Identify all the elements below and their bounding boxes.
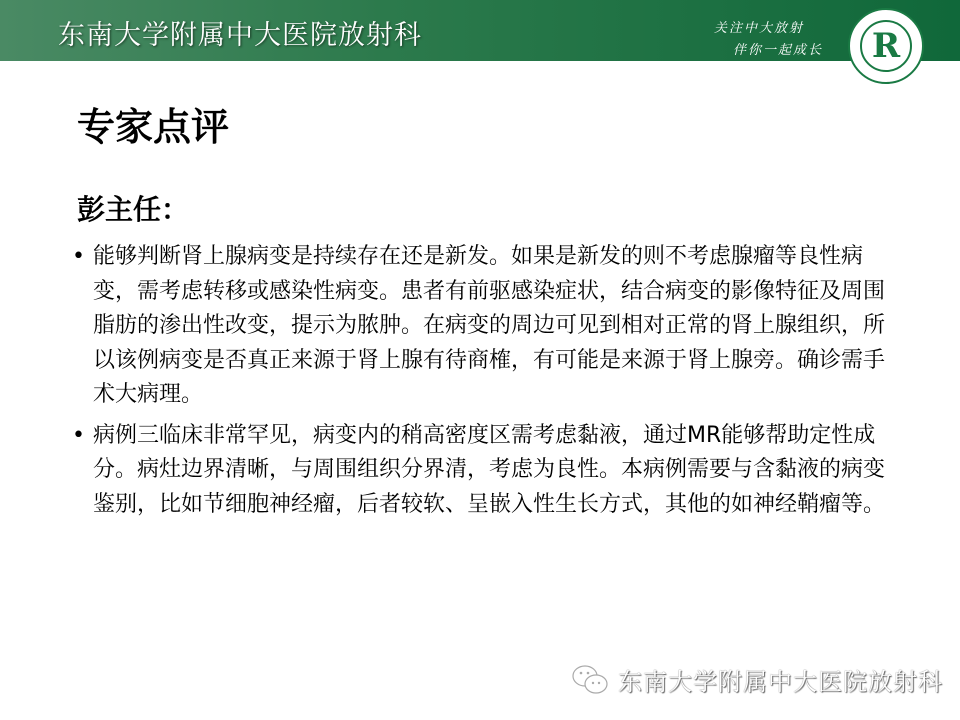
header-banner (0, 0, 960, 61)
logo-emblem: R (860, 20, 912, 72)
bullet-text: 能够判断肾上腺病变是持续存在还是新发。如果是新发的则不考虑腺瘤等良性病变，需考虑转移或感染性病变。患者有前驱感染症状，结合病变的影像特征及周围脂肪的渗出性改变，提示为脓肿。在病变的周边可见到相对正常的肾上腺组织，所以该例病变是否真正来源于肾上腺有待商榷，有可能是来源于肾上腺旁。确诊需手术大病理。 (93, 244, 886, 407)
header-title: 东南大学附属中大医院放射科 (58, 20, 422, 51)
bullet-marker: • (72, 422, 85, 448)
speaker-name: 彭主任： (77, 193, 190, 226)
wechat-icon (570, 663, 610, 697)
page-title: 专家点评 (77, 105, 230, 149)
slogan-line-1: 关注中大放射 (714, 21, 805, 36)
list-item (72, 419, 902, 523)
footer-text: 东南大学附属中大医院放射科 (618, 668, 943, 696)
bullet-text: 病例三临床非常罕见，病变内的稍高密度区需考虑黏液，通过MR能够帮助定性成分。病灶边界清晰，与周围组织分界清，考虑为良性。本病例需要与含黏液的病变鉴别，比如节细胞神经瘤，后者较软、呈嵌入性生长方式，其他的如神经鞘瘤等。 (93, 422, 886, 517)
slogan-line-2: 伴你一起成长 (733, 43, 824, 58)
footer-watermark (570, 662, 943, 697)
bullet-marker: • (72, 244, 85, 269)
comment-list (72, 240, 902, 528)
list-item (72, 240, 902, 413)
hospital-logo (848, 8, 924, 84)
